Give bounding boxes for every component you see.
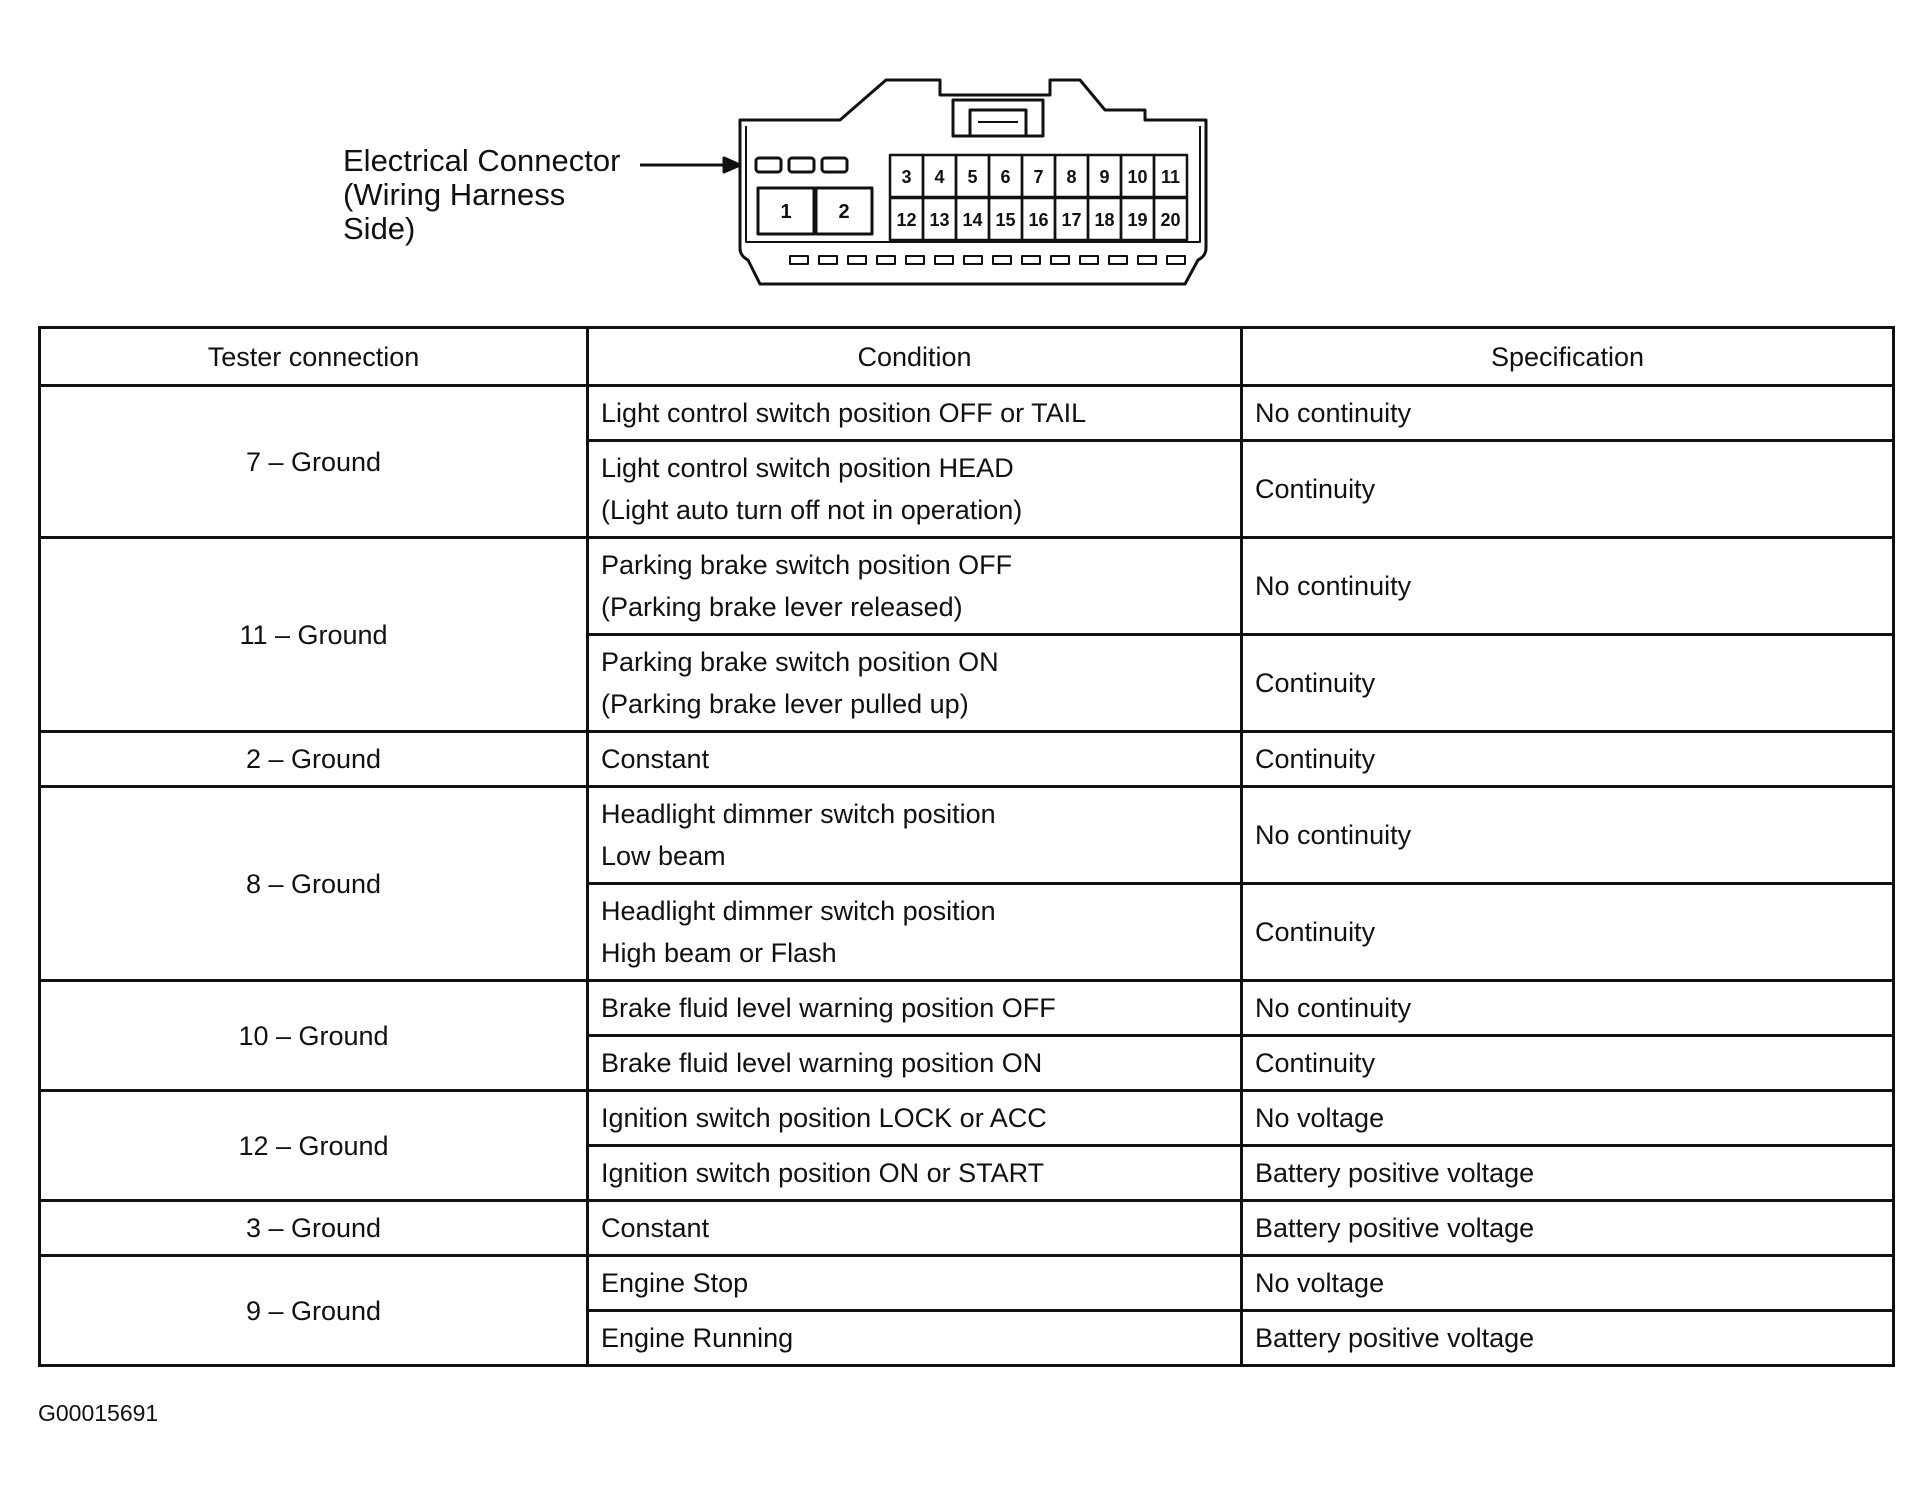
- arrow-head-icon: [724, 158, 740, 172]
- pin-number: 4: [934, 167, 945, 187]
- pin-number: 2: [838, 201, 850, 223]
- connector-label-line: Side): [343, 211, 416, 246]
- condition-cell: [588, 981, 1242, 1036]
- connector-label-line: Electrical Connector: [343, 143, 621, 178]
- table-row: [40, 386, 1894, 441]
- condition-cell: [588, 884, 1242, 981]
- condition-line: Parking brake switch position OFF: [601, 550, 1013, 580]
- pin-number: 7: [1033, 167, 1044, 187]
- specification-cell: Continuity: [1242, 732, 1894, 787]
- pin-number: 8: [1066, 167, 1077, 187]
- connector-rib: [993, 256, 1011, 264]
- connector-label-line: (Wiring Harness: [343, 177, 566, 212]
- condition-line: Low beam: [601, 841, 726, 871]
- connector-label: [343, 144, 620, 246]
- specification-cell: No continuity: [1242, 981, 1894, 1036]
- connector-latch: [953, 100, 1043, 136]
- specification-cell: No continuity: [1242, 386, 1894, 441]
- specification-cell: Continuity: [1242, 1036, 1894, 1091]
- specification-cell: Battery positive voltage: [1242, 1311, 1894, 1366]
- condition-line: Brake fluid level warning position OFF: [601, 993, 1056, 1023]
- pin-number: 18: [1094, 210, 1115, 230]
- connector-rib: [877, 256, 895, 264]
- condition-line: Constant: [601, 1213, 710, 1243]
- condition-cell: [588, 787, 1242, 884]
- connector-rib: [1051, 256, 1069, 264]
- condition-line: Engine Running: [601, 1323, 794, 1353]
- condition-line: High beam or Flash: [601, 938, 837, 968]
- condition-cell: [588, 1091, 1242, 1146]
- tester-connection-cell: 10 – Ground: [40, 981, 588, 1091]
- condition-line: Parking brake switch position ON: [601, 647, 999, 677]
- pin-number: 15: [995, 210, 1016, 230]
- condition-line: Brake fluid level warning position ON: [601, 1048, 1043, 1078]
- table-row: [40, 732, 1894, 787]
- connector-rib: [848, 256, 866, 264]
- specification-cell: Battery positive voltage: [1242, 1201, 1894, 1256]
- small-pin-grid: [890, 155, 1187, 240]
- figure-id: G00015691: [38, 1400, 159, 1426]
- pin-number: 12: [896, 210, 917, 230]
- condition-line: (Light auto turn off not in operation): [601, 495, 1023, 525]
- condition-line: (Parking brake lever released): [601, 592, 963, 622]
- header-tester-connection: Tester connection: [40, 328, 588, 386]
- tester-connection-cell: 9 – Ground: [40, 1256, 588, 1366]
- connector-rib: [1138, 256, 1156, 264]
- pin-number: 1: [780, 201, 792, 223]
- condition-line: Ignition switch position ON or START: [601, 1158, 1045, 1188]
- condition-line: Ignition switch position LOCK or ACC: [601, 1103, 1047, 1133]
- connector-rib: [964, 256, 982, 264]
- connector-rib: [1167, 256, 1185, 264]
- blank-slot: [822, 158, 847, 172]
- large-pin-group: [758, 188, 872, 234]
- connector-rib: [1109, 256, 1127, 264]
- connector-ribs: [790, 256, 1185, 264]
- blank-slot: [756, 158, 781, 172]
- condition-cell: [588, 1201, 1242, 1256]
- table-row: [40, 1201, 1894, 1256]
- connector-rib: [935, 256, 953, 264]
- condition-cell: [588, 635, 1242, 732]
- pin-number: 6: [1000, 167, 1011, 187]
- pin-number: 11: [1160, 167, 1181, 187]
- specification-table: [38, 326, 1895, 1367]
- table-row: [40, 538, 1894, 635]
- condition-line: Engine Stop: [601, 1268, 749, 1298]
- pin-number: 3: [901, 167, 912, 187]
- tester-connection-cell: 11 – Ground: [40, 538, 588, 732]
- pin-number: 17: [1061, 210, 1082, 230]
- pin-number: 20: [1160, 210, 1181, 230]
- pin-number: 9: [1099, 167, 1110, 187]
- table-row: [40, 1091, 1894, 1146]
- pin-number: 13: [929, 210, 950, 230]
- pin-number: 16: [1028, 210, 1049, 230]
- condition-line: Light control switch position OFF or TAIL: [601, 398, 1087, 428]
- condition-cell: [588, 386, 1242, 441]
- tester-connection-cell: 3 – Ground: [40, 1201, 588, 1256]
- connector-rib: [906, 256, 924, 264]
- pin-number: 14: [962, 210, 983, 230]
- tester-connection-cell: 12 – Ground: [40, 1091, 588, 1201]
- pin-number: 10: [1127, 167, 1148, 187]
- connector-rib: [1022, 256, 1040, 264]
- table-header-row: [40, 328, 1894, 386]
- specification-cell: Battery positive voltage: [1242, 1146, 1894, 1201]
- table-body: [40, 386, 1894, 1366]
- specification-cell: Continuity: [1242, 441, 1894, 538]
- connector-diagram: [640, 70, 1220, 310]
- condition-cell: [588, 1256, 1242, 1311]
- condition-cell: [588, 1146, 1242, 1201]
- pin-number: 19: [1127, 210, 1148, 230]
- specification-cell: No voltage: [1242, 1091, 1894, 1146]
- specification-cell: Continuity: [1242, 635, 1894, 732]
- condition-line: Headlight dimmer switch position: [601, 799, 996, 829]
- specification-cell: Continuity: [1242, 884, 1894, 981]
- condition-line: (Parking brake lever pulled up): [601, 689, 969, 719]
- connector-rib: [790, 256, 808, 264]
- condition-cell: [588, 1036, 1242, 1091]
- connector-rib: [1080, 256, 1098, 264]
- specification-cell: No continuity: [1242, 538, 1894, 635]
- condition-line: Constant: [601, 744, 710, 774]
- condition-cell: [588, 538, 1242, 635]
- condition-cell: [588, 1311, 1242, 1366]
- header-condition: Condition: [588, 328, 1242, 386]
- table-row: [40, 787, 1894, 884]
- table-row: [40, 981, 1894, 1036]
- connector-rib: [819, 256, 837, 264]
- specification-cell: No voltage: [1242, 1256, 1894, 1311]
- tester-connection-cell: 7 – Ground: [40, 386, 588, 538]
- condition-cell: [588, 732, 1242, 787]
- blank-slot: [789, 158, 814, 172]
- condition-line: Headlight dimmer switch position: [601, 896, 996, 926]
- specification-cell: No continuity: [1242, 787, 1894, 884]
- condition-cell: [588, 441, 1242, 538]
- header-specification: Specification: [1242, 328, 1894, 386]
- condition-line: Light control switch position HEAD: [601, 453, 1014, 483]
- table-row: [40, 1256, 1894, 1311]
- tester-connection-cell: 2 – Ground: [40, 732, 588, 787]
- tester-connection-cell: 8 – Ground: [40, 787, 588, 981]
- pin-number: 5: [967, 167, 978, 187]
